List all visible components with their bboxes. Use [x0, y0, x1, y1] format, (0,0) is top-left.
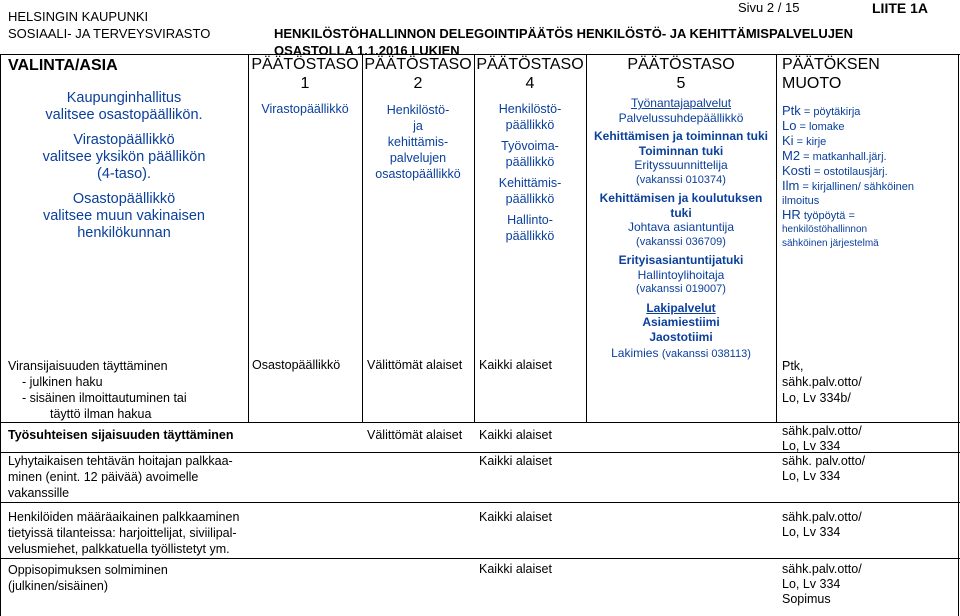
row-label-fixed-term: [8, 509, 239, 557]
level-label: PÄÄTÖSTASO: [251, 56, 359, 73]
legend-text: = kirjallinen/ sähköinen: [802, 181, 915, 193]
form-label: PÄÄTÖKSEN: [782, 56, 880, 73]
row-label-short-term: [8, 453, 233, 501]
intro-paragraph-3: [0, 191, 248, 242]
role-title: Johtava asiantuntija: [627, 220, 735, 234]
legend-text: = pöytäkirja: [803, 106, 861, 118]
intro-line: valitsee muun vakinaisen: [42, 208, 205, 224]
desc-line: Henkilöstö-: [386, 103, 450, 117]
post-number: (vakanssi 036709): [636, 235, 726, 248]
post-number: (vakanssi 010374): [636, 173, 726, 186]
legend-code: M2: [782, 148, 801, 163]
legend-text: = matkanhall.järj.: [803, 151, 887, 163]
legend-code: Kosti: [782, 163, 811, 178]
form-line: sähk.palv.otto/: [782, 424, 862, 438]
level-number: 5: [676, 75, 686, 92]
unit-title: Kehittämisen ja koulutuksen: [599, 191, 763, 205]
intro-line: valitsee yksikön päällikön: [42, 149, 206, 165]
row-short-term-form: [782, 454, 865, 484]
row-fixed-term-form: [782, 510, 862, 540]
org-name: HELSINGIN KAUPUNKI: [8, 9, 149, 24]
level4-description: [474, 102, 586, 244]
org-department: SOSIAALI- JA TERVEYSVIRASTO: [8, 26, 211, 41]
form-line: Ptk,: [782, 359, 804, 373]
unit-subtitle: Toiminnan tuki: [638, 143, 724, 158]
intro-line: valitsee osastopäällikön.: [45, 107, 203, 123]
intro-line: Osastopäällikkö: [72, 191, 176, 207]
intro-line: Virastopäällikkö: [73, 132, 175, 148]
intro-line: (4-taso).: [97, 166, 151, 182]
row-label-vacancy: [8, 358, 187, 422]
row-vacancy-form: [782, 358, 862, 406]
form-line: sähk. palv.otto/: [782, 454, 866, 468]
desc-line: ja: [413, 119, 423, 133]
post-number: (vakanssi 038113): [661, 348, 751, 360]
row-temp-employment-form: [782, 424, 862, 454]
table-right-border: [958, 54, 959, 616]
desc-line: Työvoima-: [501, 139, 559, 153]
legend-item: [782, 119, 956, 134]
legend-item: [782, 223, 956, 237]
legend-code: Ki: [782, 133, 794, 148]
desc-line: osastopäällikkö: [375, 167, 461, 181]
role-title: Erityssuunnittelija: [634, 158, 728, 172]
column-header-level2: [362, 55, 474, 93]
intro-line: henkilökunnan: [77, 225, 171, 241]
legend-text: sähköinen järjestelmä: [782, 238, 879, 249]
unit-title: tuki: [670, 205, 692, 220]
document-title-line2: OSASTOLLA 1.1.2016 LUKIEN: [274, 43, 460, 58]
row-label-line: vakanssille: [8, 486, 70, 500]
legend-text: ilmoitus: [782, 195, 820, 207]
row-vacancy-level4: Kaikki alaiset: [479, 358, 552, 372]
level-label: PÄÄTÖSTASO: [364, 56, 472, 73]
row-label-line: - julkinen haku: [22, 375, 103, 389]
column-header-level5: [586, 55, 776, 93]
form-label: MUOTO: [782, 75, 842, 92]
row-label-line: Oppisopimuksen solmiminen: [8, 563, 168, 577]
legend-code: Ptk: [782, 103, 801, 118]
legend-item: [782, 194, 956, 208]
legend-code: Ilm: [782, 178, 800, 193]
desc-line: päällikkö: [505, 117, 555, 132]
intro-paragraph-1: [0, 90, 248, 124]
row-divider: [0, 422, 960, 423]
row-vacancy-level1: Osastopäällikkö: [252, 358, 341, 372]
legend-item: [782, 164, 956, 179]
desc-line: päällikkö: [505, 228, 555, 243]
level-label: PÄÄTÖSTASO: [627, 56, 735, 73]
row-label-line: Lyhytaikaisen tehtävän hoitajan palkkaa-: [8, 454, 233, 468]
legend-text: = lomake: [799, 121, 845, 133]
form-line: Lo, Lv 334: [782, 577, 841, 591]
level1-description: Virastopäällikkö: [261, 102, 349, 116]
role-title: Lakimies: [611, 346, 659, 360]
desc-line: Hallinto-: [507, 213, 553, 227]
legend-text: = ostotilausjärj.: [813, 166, 888, 178]
legend-text: työpöytä =: [803, 210, 855, 222]
unit-title: Erityisasiantuntijatuki: [618, 253, 744, 267]
form-line: Lo, Lv 334: [782, 525, 841, 539]
column-header-level4: [474, 55, 586, 93]
row-fixed-term-level4: Kaikki alaiset: [479, 510, 552, 524]
row-vacancy-level2: Välittömät alaiset: [367, 358, 463, 372]
post-number: (vakanssi 019007): [636, 283, 726, 295]
row-temp-employment-level4: Kaikki alaiset: [479, 428, 552, 442]
form-line: Sopimus: [782, 592, 831, 606]
row-label-line: täyttö ilman hakua: [50, 407, 152, 421]
form-line: sähk.palv.otto/: [782, 510, 862, 524]
desc-line: päällikkö: [505, 154, 555, 169]
row-short-term-level4: Kaikki alaiset: [479, 454, 552, 468]
row-apprenticeship-form: [782, 562, 862, 607]
column-divider: [776, 54, 777, 422]
row-label-apprenticeship: [8, 562, 168, 594]
form-line: sähk.palv.otto/: [782, 375, 862, 389]
intro-line: Kaupunginhallitus: [66, 90, 182, 106]
column-header-decision-form: [782, 55, 952, 93]
legend-item: [782, 134, 956, 149]
row-label-line: Viransijaisuuden täyttäminen: [8, 359, 168, 373]
level-label: PÄÄTÖSTASO: [476, 56, 584, 73]
legend-text: = kirje: [796, 136, 827, 148]
row-label-temp-employment: Työsuhteisen sijaisuuden täyttäminen: [8, 428, 234, 442]
unit-subtitle: Asiamiestiimi: [642, 315, 720, 329]
column-header-subject: VALINTA/ASIA: [8, 57, 118, 74]
legend-item: [782, 208, 956, 223]
legend-item: [782, 179, 956, 194]
page-number: Sivu 2 / 15: [738, 0, 800, 15]
role-title: Palvelussuhdepäällikkö: [618, 110, 744, 125]
legend-code: HR: [782, 207, 801, 222]
desc-line: Kehittämis-: [498, 176, 562, 190]
document-title-line1: HENKILÖSTÖHALLINNON DELEGOINTIPÄÄTÖS HENKILÖSTÖ- JA KEHITTÄMISPALVELUJEN: [274, 26, 853, 41]
unit-title: Kehittämisen ja toiminnan tuki: [593, 129, 769, 143]
legend-code: Lo: [782, 118, 797, 133]
attachment-label: LIITE 1A: [872, 0, 929, 16]
form-line: Lo, Lv 334: [782, 469, 841, 483]
form-line: sähk.palv.otto/: [782, 562, 862, 576]
row-label-line: - sisäinen ilmoittautuminen tai: [22, 391, 187, 405]
level-number: 2: [413, 75, 423, 92]
form-line: Lo, Lv 334b/: [782, 391, 851, 405]
row-apprenticeship-level4: Kaikki alaiset: [479, 562, 552, 576]
role-title: Hallintoylihoitaja: [637, 267, 725, 282]
unit-title: Työnantajapalvelut: [630, 96, 732, 110]
level-number: 1: [300, 75, 310, 92]
level2-description: [362, 102, 474, 182]
unit-subtitle: Jaostotiimi: [649, 329, 713, 344]
desc-line: palvelujen: [389, 151, 447, 165]
row-divider: [0, 558, 960, 559]
row-label-line: (julkinen/sisäinen): [8, 579, 109, 593]
row-divider: [0, 502, 960, 503]
desc-line: päällikkö: [505, 191, 555, 206]
legend-item: [782, 104, 956, 119]
row-label-line: velusmiehet, palkkatuella työllistetyt ym.: [8, 542, 230, 556]
level5-description: [586, 96, 776, 362]
column-header-level1: [248, 55, 362, 93]
unit-title: Lakipalvelut: [646, 300, 716, 315]
desc-line: Henkilöstö-: [498, 102, 562, 116]
legend-item: [782, 237, 956, 251]
form-line: Lo, Lv 334: [782, 439, 841, 453]
level-number: 4: [525, 75, 535, 92]
row-label-line: minen (enint. 12 päivää) avoimelle: [8, 470, 199, 484]
legend-text: henkilöstöhallinnon: [782, 224, 868, 235]
desc-line: kehittämis-: [387, 135, 449, 149]
row-label-line: Henkilöiden määräaikainen palkkaaminen: [8, 510, 240, 524]
row-label-line: tietyissä tilanteissa: harjoittelijat, siviilipal-: [8, 526, 237, 540]
legend: [782, 104, 956, 251]
intro-paragraph-2: [0, 132, 248, 183]
legend-item: [782, 149, 956, 164]
row-temp-employment-level2: Välittömät alaiset: [367, 428, 463, 442]
